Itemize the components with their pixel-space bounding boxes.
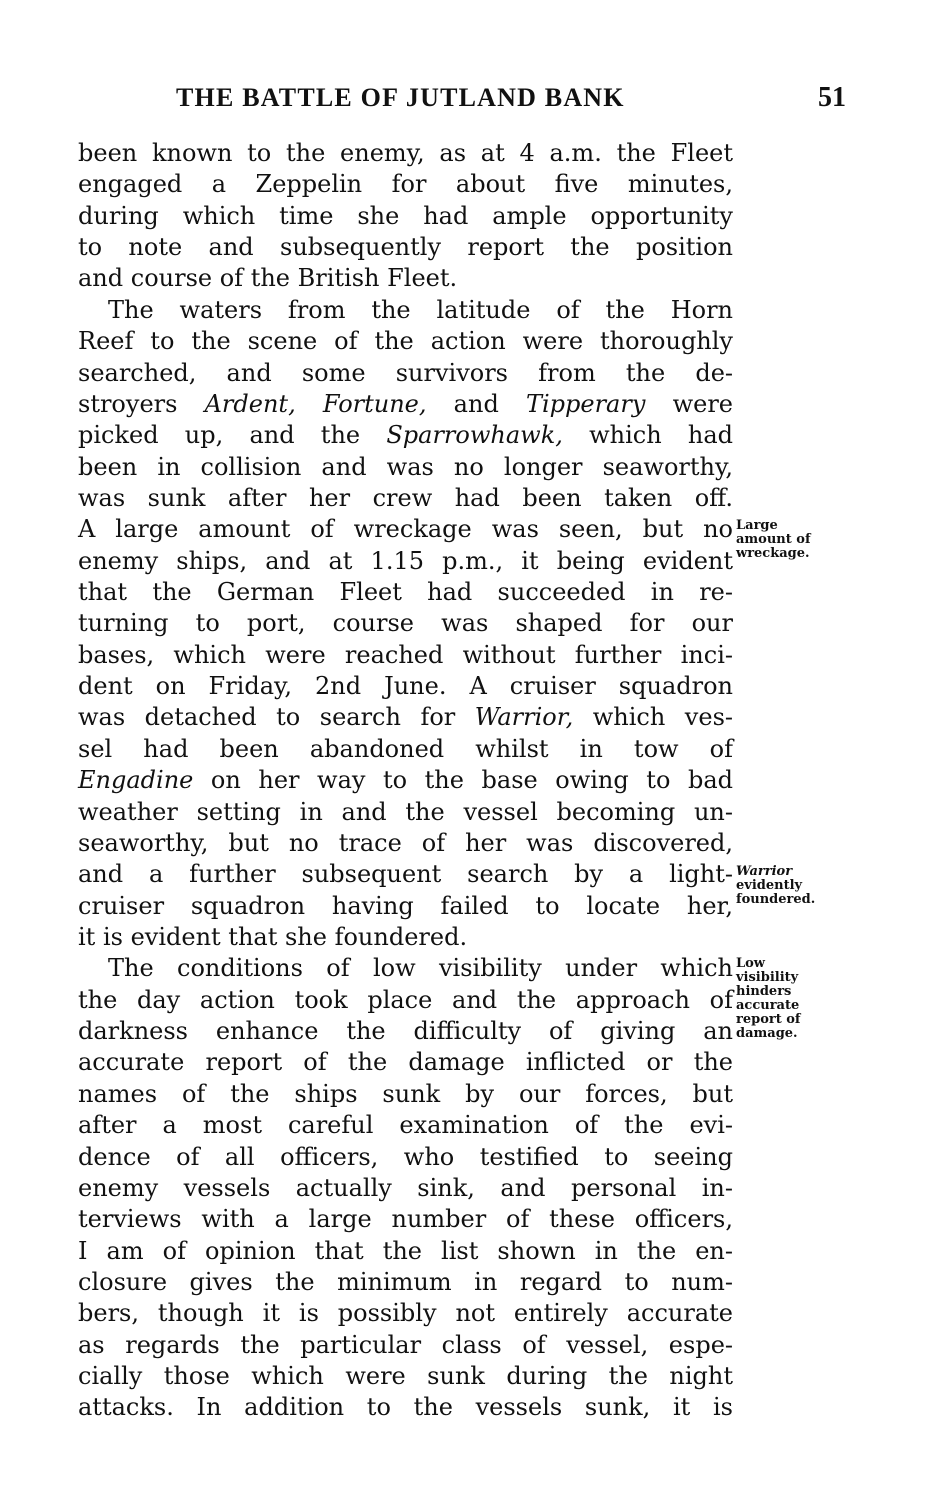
margin-note-line: Large: [736, 518, 778, 533]
text-line: [78, 1361, 733, 1392]
text-segment: terviews with a large number of these officers,: [78, 1205, 733, 1234]
text-line: [78, 608, 733, 639]
margin-note-line: foundered.: [736, 892, 816, 907]
text-segment: after a most careful examination of the evi-: [78, 1111, 733, 1140]
text-line: [78, 1016, 733, 1047]
text-segment: were: [645, 389, 733, 418]
text-line: [78, 734, 733, 765]
text-line: [78, 1079, 733, 1110]
margin-note-wreckage: [736, 519, 856, 561]
text-segment: as regards the particular class of vessel, espe-: [78, 1330, 733, 1359]
text-line: [78, 420, 733, 451]
text-segment: dent on Friday, 2nd June. A cruiser squadron: [78, 672, 733, 701]
text-line: [78, 797, 733, 828]
text-line: [78, 1267, 733, 1298]
text-segment: that the German Fleet had succeeded in re-: [78, 578, 733, 607]
margin-note-line: accurate: [736, 998, 800, 1013]
text-segment: been in collision and was no longer seaworthy,: [78, 452, 733, 481]
text-line: [78, 953, 733, 984]
text-segment: searched, and some survivors from the de-: [78, 358, 733, 387]
text-line: [78, 671, 733, 702]
text-segment: enemy vessels actually sink, and personal in-: [78, 1173, 733, 1202]
text-segment: The waters from the latitude of the Horn: [108, 295, 733, 324]
text-segment: weather setting in and the vessel becoming un-: [78, 797, 733, 826]
text-segment: was sunk after her crew had been taken off.: [78, 483, 733, 512]
text-line: [78, 1173, 733, 1204]
italic-text: Ardent, Fortune,: [204, 389, 427, 418]
margin-note-line: Warrior: [736, 864, 793, 879]
margin-note-line: hinders: [736, 984, 792, 999]
text-segment: was detached to search for: [78, 703, 475, 732]
text-segment: bers, though it is possibly not entirely accurate: [78, 1299, 733, 1328]
text-line: [78, 859, 733, 890]
text-line: [78, 138, 733, 169]
text-segment: it is evident that she foundered.: [78, 922, 468, 951]
text-line: [78, 985, 733, 1016]
italic-text: Sparrowhawk,: [386, 421, 563, 450]
text-line: [78, 765, 733, 796]
margin-note-line: evidently: [736, 878, 803, 893]
margin-note-line: Low: [736, 956, 766, 971]
text-segment: The conditions of low visibility under which: [108, 954, 733, 983]
text-line: [78, 358, 733, 389]
text-line: [78, 1392, 733, 1423]
text-segment: darkness enhance the difficulty of giving an: [78, 1017, 733, 1046]
text-segment: which ves-: [573, 703, 733, 732]
text-line: [78, 232, 733, 263]
text-line: [78, 922, 733, 953]
running-head-title: THE BATTLE OF JUTLAND BANK: [176, 83, 625, 112]
page-number: 51: [818, 82, 846, 113]
text-line: [78, 389, 733, 420]
text-segment: cruiser squadron having failed to locate her,: [78, 891, 733, 920]
text-line: [78, 1298, 733, 1329]
text-line: [78, 201, 733, 232]
italic-text: Warrior,: [474, 703, 574, 732]
text-segment: picked up, and the: [78, 421, 387, 450]
text-segment: Reef to the scene of the action were thoroughly: [78, 327, 733, 356]
text-line: [78, 702, 733, 733]
text-segment: A large amount of wreckage was seen, but no: [78, 515, 733, 544]
text-line: [78, 452, 733, 483]
text-segment: accurate report of the damage inflicted or the: [78, 1048, 733, 1077]
margin-note-line: damage.: [736, 1026, 798, 1041]
text-segment: names of the ships sunk by our forces, but: [78, 1079, 733, 1108]
text-segment: dence of all officers, who testified to seeing: [78, 1142, 733, 1171]
italic-text: Engadine: [78, 766, 194, 795]
text-segment: closure gives the minimum in regard to num-: [78, 1267, 733, 1296]
text-segment: the day action took place and the approach of: [78, 985, 733, 1014]
text-segment: enemy ships, and at 1.15 p.m., it being evident: [78, 546, 733, 575]
text-line: [78, 1330, 733, 1361]
margin-note-line: wreckage.: [736, 546, 810, 561]
text-segment: turning to port, course was shaped for our: [78, 609, 733, 638]
margin-note-visibility: [736, 957, 856, 1041]
text-line: [78, 1110, 733, 1141]
text-line: [78, 1142, 733, 1173]
text-line: [78, 891, 733, 922]
running-head: [0, 80, 950, 120]
text-line: [78, 483, 733, 514]
text-segment: to note and subsequently report the position: [78, 233, 733, 262]
text-line: [78, 1047, 733, 1078]
text-segment: and course of the British Fleet.: [78, 264, 458, 293]
text-line: [78, 1236, 733, 1267]
text-segment: seaworthy, but no trace of her was discovered,: [78, 828, 733, 857]
text-line: [78, 263, 733, 294]
text-line: [78, 546, 733, 577]
text-segment: sel had been abandoned whilst in tow of: [78, 734, 733, 763]
text-segment: stroyers: [78, 389, 205, 418]
text-line: [78, 577, 733, 608]
text-segment: I am of opinion that the list shown in the en-: [78, 1236, 733, 1265]
text-segment: bases, which were reached without further inci-: [78, 640, 733, 669]
margin-note-line: visibility: [736, 970, 799, 985]
margin-note-line: report of: [736, 1012, 801, 1027]
margin-note-warrior: [736, 865, 856, 907]
text-line: [78, 514, 733, 545]
text-line: [78, 640, 733, 671]
text-segment: and a further subsequent search by a light-: [78, 860, 733, 889]
text-segment: and: [426, 389, 526, 418]
text-segment: on her way to the base owing to bad: [193, 766, 733, 795]
text-line: [78, 1204, 733, 1235]
italic-text: Tipperary: [525, 389, 646, 418]
text-line: [78, 169, 733, 200]
text-segment: which had: [562, 421, 733, 450]
text-segment: been known to the enemy, as at 4 a.m. the Fleet: [78, 139, 733, 167]
body-text: [78, 138, 733, 1424]
text-line: [78, 326, 733, 357]
text-segment: during which time she had ample opportunity: [78, 201, 733, 230]
text-segment: cially those which were sunk during the night: [78, 1362, 733, 1391]
text-segment: attacks. In addition to the vessels sunk, it is: [78, 1393, 733, 1422]
text-segment: engaged a Zeppelin for about five minutes,: [78, 170, 733, 199]
text-line: [78, 295, 733, 326]
text-line: [78, 828, 733, 859]
margin-note-line: amount of: [736, 532, 811, 547]
